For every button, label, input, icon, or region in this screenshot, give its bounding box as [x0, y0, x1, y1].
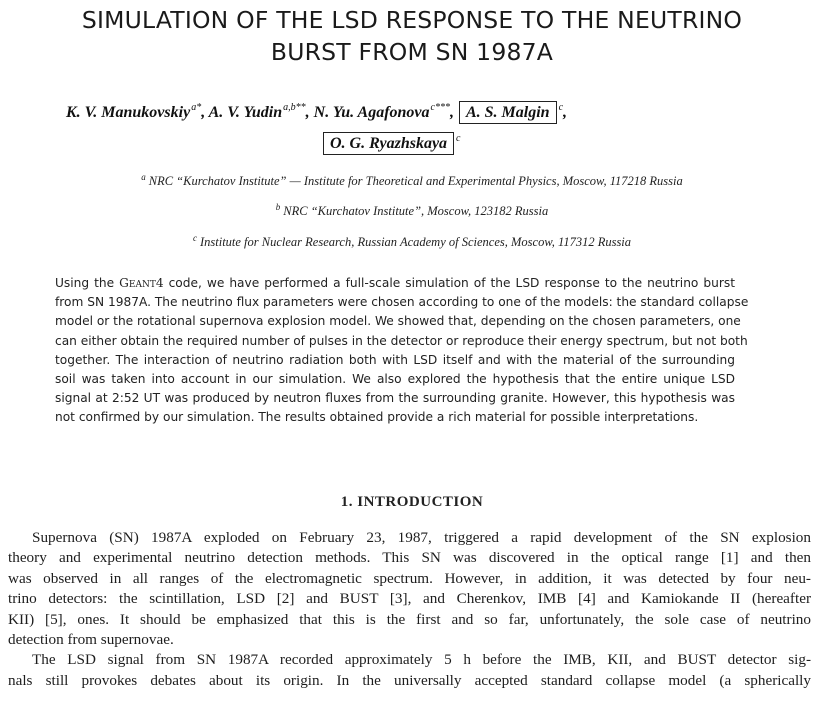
abstract-line: soil was taken into account in our simulation. We also explored the hypothesis that the entire unique LSD	[55, 372, 735, 387]
abstract	[55, 274, 749, 428]
paragraph-line: was observed in all ranges of the electromagnetic spectrum. However, in addition, it was detected by four neu-	[8, 569, 811, 587]
abstract-line: signal at 2:52 UT was produced by neutron fluxes from the surrounding granite. However, this hypothesis was	[55, 391, 735, 406]
paragraph-line: The LSD signal from SN 1987A recorded approximately 5 h before the IMB, KII, and BUST detector sig-	[32, 651, 811, 669]
affiliation-mark: c	[192, 233, 197, 243]
affiliation-text: NRC “Kurchatov Institute” — Institute for Theoretical and Experimental Physics, Moscow, 117218 Russia	[148, 174, 683, 188]
author-name-boxed: A. S. Malgin	[459, 101, 557, 124]
author-name-boxed: O. G. Ryazhskaya	[323, 132, 454, 155]
abstract-line	[55, 274, 735, 293]
abstract-line: together. The interaction of neutrino radiation both with LSD itself and with the material of the surrounding	[55, 352, 735, 367]
author-affil-mark: a,b**	[283, 102, 306, 113]
abstract-line: from SN 1987A. The neutrino flux parameters were chosen according to one of the models: the standard collapse	[55, 295, 749, 310]
paragraph-line: detection from supernovae.	[8, 631, 174, 649]
author-name: N. Yu. Agafonova	[313, 104, 430, 121]
paragraph-line: KII) [5], ones. It should be emphasized that this is the first and so far, unfortunately, the sole case of neutrino	[8, 610, 811, 628]
introduction-body	[8, 528, 811, 691]
abstract-line: not confirmed by our simulation. The results obtained provide a rich material for possible interpretations.	[55, 410, 699, 425]
affiliation-mark: b	[275, 202, 281, 212]
paper-title	[20, 4, 804, 68]
author-affil-mark: a*	[191, 102, 202, 113]
affiliation-text: NRC “Kurchatov Institute”, Moscow, 123182 Russia	[283, 204, 549, 218]
abstract-text: code, we have performed a full-scale simulation of the LSD response to the neutrino burst	[163, 276, 735, 290]
section-heading: 1. INTRODUCTION	[340, 494, 484, 510]
author-list-line-1: K. V. Manukovskiy$^{a*}$, A. V. Yudin$^{a,b**}$, N. Yu. Agafonova$^{c***}$, A. S. Malgin $^c$,	[66, 102, 567, 122]
affiliation-text: Institute for Nuclear Research, Russian Academy of Sciences, Moscow, 117312 Russia	[199, 235, 632, 249]
author-affil-mark: c***	[430, 102, 450, 113]
abstract-text: Using the	[55, 276, 120, 290]
title-line-2: BURST FROM SN 1987A	[270, 38, 554, 66]
geant4-code-name: Geant4	[119, 276, 164, 290]
abstract-line: model or the rotational supernova explosion model. We showed that, depending on the chosen parameters, one	[55, 314, 741, 329]
affiliation-mark: a	[141, 172, 146, 182]
author-affil-mark: c	[456, 133, 461, 144]
paragraph-line: nals still provokes debates about its origin. In the universally accepted standard collapse model (a spherically	[8, 671, 811, 689]
paragraph-line: theory and experimental neutrino detection methods. This SN was discovered in the optical range [1] and then	[8, 549, 811, 567]
affiliation-a	[0, 172, 824, 189]
author-affil-mark: c	[558, 102, 564, 113]
author-name: A. V. Yudin	[208, 104, 283, 121]
abstract-line: can either obtain the required number of pulses in the detector or reproduce their energy spectrum, but not both	[55, 333, 748, 348]
author-list-line-2	[322, 133, 461, 153]
paragraph-line: trino detectors: the scintillation, LSD [2] and BUST [3], and Cherenkov, IMB [4] and Kamiokande II (hereafter	[8, 590, 811, 608]
paragraph-line: Supernova (SN) 1987A exploded on February 23, 1987, triggered a rapid development of the SN explosion	[32, 529, 811, 546]
affiliation-b	[0, 202, 824, 219]
title-line-1: SIMULATION OF THE LSD RESPONSE TO THE NEUTRINO	[81, 6, 743, 34]
affiliation-c	[0, 233, 824, 250]
author-name: K. V. Manukovskiy	[66, 104, 191, 121]
